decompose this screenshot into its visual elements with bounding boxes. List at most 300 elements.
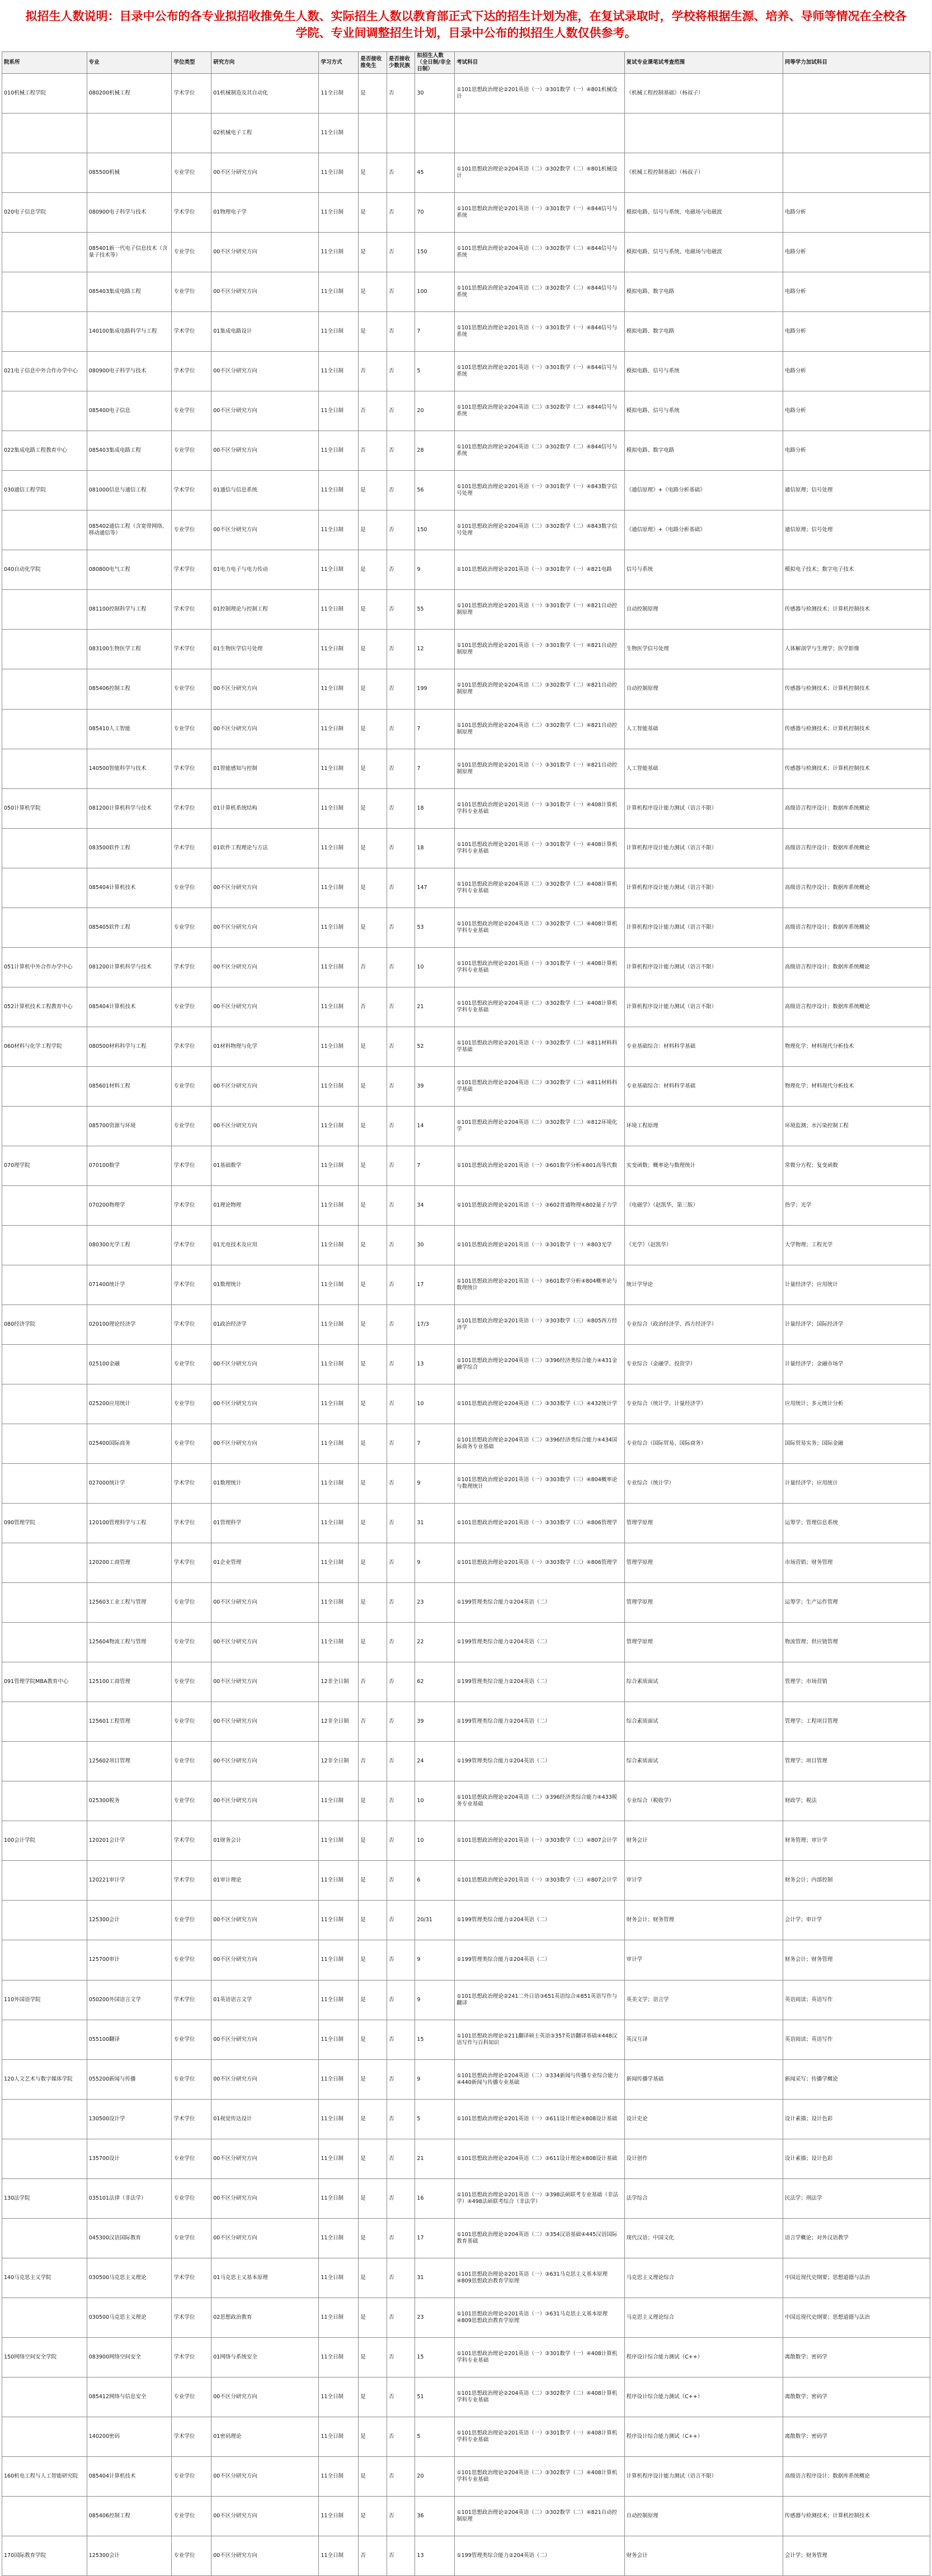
cell-type: 学术学位 — [172, 471, 211, 511]
table-row — [2, 1464, 930, 1504]
cell-mode: 11全日制 — [319, 1225, 359, 1265]
cell-type: 专业学位 — [172, 2059, 211, 2099]
cell-type: 专业学位 — [172, 2020, 211, 2059]
table-row — [2, 511, 930, 550]
cell-direction: 02机械电子工程 — [211, 114, 319, 153]
table-row — [2, 2536, 930, 2575]
cell-retest: 人工智能基础 — [624, 749, 783, 788]
cell-exam: ①101思想政治理论②204英语（二）③611设计理论④808设计基础 — [455, 2139, 624, 2178]
cell-retest: 管理学原理 — [624, 1543, 783, 1583]
cell-dept — [2, 1543, 87, 1583]
cell-major: 085405软件工程 — [87, 907, 172, 947]
cell-extra: 财务会计；财务管理 — [783, 1940, 930, 1980]
cell-extra — [783, 153, 930, 193]
cell-mode: 11全日制 — [319, 2417, 359, 2456]
cell-dept — [2, 2139, 87, 2178]
cell-extra: 传感器与检测技术；计算机控制技术 — [783, 669, 930, 709]
cell-extra: 运筹学；管理信息系统 — [783, 1504, 930, 1543]
cell-enroll-minority: 否 — [387, 630, 415, 669]
cell-type: 学术学位 — [172, 630, 211, 669]
cell-major: 050200外国语言文学 — [87, 1980, 172, 2020]
cell-mode: 11全日制 — [319, 2377, 359, 2417]
cell-exam: ①101思想政治理论②201英语（一）③301数学（一）④843数字信号处理 — [455, 471, 624, 511]
cell-major: 085404计算机技术 — [87, 868, 172, 907]
cell-direction: 00不区分研究方向 — [211, 272, 319, 312]
cell-retest: 程序设计综合能力测试（C++） — [624, 2417, 783, 2456]
cell-exam: ①101思想政治理论②241二外日语③651英语综合④851英语写作与翻译 — [455, 1980, 624, 2020]
cell-type: 学术学位 — [172, 1464, 211, 1504]
cell-type: 专业学位 — [172, 1424, 211, 1464]
cell-major: 081000信息与通信工程 — [87, 471, 172, 511]
cell-enroll-minority: 否 — [387, 1066, 415, 1106]
cell-enroll-recommended: 是 — [359, 2099, 387, 2139]
cell-major: 140500智能科学与技术 — [87, 749, 172, 788]
cell-enroll-minority: 否 — [387, 1304, 415, 1344]
cell-exam: ①199管理类综合能力②204英语（二） — [455, 2536, 624, 2575]
cell-exam: ①101思想政治理论②204英语（二）③302数学（二）④844信号与系统 — [455, 431, 624, 471]
table-row — [2, 1066, 930, 1106]
cell-enroll-recommended: 是 — [359, 1027, 387, 1066]
cell-enroll-minority: 否 — [387, 2337, 415, 2377]
cell-plan: 39 — [415, 1702, 455, 1742]
table-row — [2, 709, 930, 749]
cell-type: 专业学位 — [172, 709, 211, 749]
cell-enroll-minority: 否 — [387, 868, 415, 907]
cell-extra: 热学；光学 — [783, 1185, 930, 1225]
cell-enroll-recommended: 是 — [359, 669, 387, 709]
cell-retest: 管理学原理 — [624, 1623, 783, 1662]
cell-exam: ①101思想政治理论②201英语（一）③301数学（一）④821自动控制原理 — [455, 590, 624, 630]
cell-type: 学术学位 — [172, 1027, 211, 1066]
cell-mode: 11全日制 — [319, 1345, 359, 1384]
table-row — [2, 431, 930, 471]
cell-direction: 01企业管理 — [211, 1543, 319, 1583]
cell-exam: ①199管理类综合能力②204英语（二） — [455, 1662, 624, 1702]
cell-major: 085404计算机技术 — [87, 987, 172, 1027]
cell-direction: 01通信与信息系统 — [211, 471, 319, 511]
cell-mode: 11全日制 — [319, 1940, 359, 1980]
cell-extra: 离散数学；密码学 — [783, 2377, 930, 2417]
cell-enroll-recommended: 是 — [359, 1464, 387, 1504]
cell-type: 专业学位 — [172, 1901, 211, 1940]
cell-dept: 091管理学院MBA教育中心 — [2, 1662, 87, 1702]
cell-major: 085403集成电路工程 — [87, 272, 172, 312]
cell-major: 080900电子科学与技术 — [87, 352, 172, 391]
cell-enroll-minority: 否 — [387, 511, 415, 550]
cell-enroll-minority: 否 — [387, 947, 415, 987]
cell-exam: ①101思想政治理论②204英语（二）③302数学（二）④843数字信号处理 — [455, 511, 624, 550]
cell-mode: 11全日制 — [319, 669, 359, 709]
cell-enroll-minority: 否 — [387, 1345, 415, 1384]
cell-mode: 11全日制 — [319, 2536, 359, 2575]
cell-direction: 00不区分研究方向 — [211, 352, 319, 391]
cell-plan: 6 — [415, 1861, 455, 1901]
cell-enroll-recommended: 是 — [359, 511, 387, 550]
cell-type — [172, 114, 211, 153]
cell-type: 专业学位 — [172, 1583, 211, 1623]
cell-exam: ①199管理类综合能力②204英语（二） — [455, 1742, 624, 1781]
cell-enroll-minority: 否 — [387, 431, 415, 471]
cell-plan: 10 — [415, 1781, 455, 1821]
cell-mode: 11全日制 — [319, 2139, 359, 2178]
cell-exam: ①101思想政治理论②201英语（一）③301数学（一）④844信号与系统 — [455, 193, 624, 233]
cell-direction: 00不区分研究方向 — [211, 1702, 319, 1742]
cell-type: 学术学位 — [172, 749, 211, 788]
cell-enroll-recommended: 是 — [359, 1066, 387, 1106]
cell-plan: 51 — [415, 2377, 455, 2417]
cell-retest: 管理学原理 — [624, 1504, 783, 1543]
cell-dept — [2, 233, 87, 272]
cell-enroll-recommended: 是 — [359, 193, 387, 233]
cell-plan: 70 — [415, 193, 455, 233]
table-row — [2, 352, 930, 391]
cell-enroll-minority: 否 — [387, 1702, 415, 1742]
cell-type: 专业学位 — [172, 1106, 211, 1146]
cell-extra: 管理学；工程项目管理 — [783, 1702, 930, 1742]
cell-plan: 9 — [415, 1543, 455, 1583]
table-row — [2, 550, 930, 590]
cell-mode: 11全日制 — [319, 709, 359, 749]
cell-mode: 11全日制 — [319, 233, 359, 272]
cell-dept: 160机电工程与人工智能研究院 — [2, 2456, 87, 2496]
cell-retest: 自动控制原理 — [624, 669, 783, 709]
cell-enroll-recommended: 是 — [359, 1304, 387, 1344]
cell-direction: 00不区分研究方向 — [211, 2377, 319, 2417]
cell-dept — [2, 1185, 87, 1225]
cell-mode: 11全日制 — [319, 1623, 359, 1662]
cell-dept: 060材料与化学工程学院 — [2, 1027, 87, 1066]
cell-mode: 11全日制 — [319, 868, 359, 907]
cell-exam: ①101思想政治理论②204英语（二）③302数学（二）④812环境化学 — [455, 1106, 624, 1146]
cell-enroll-minority: 否 — [387, 2456, 415, 2496]
cell-direction: 01机械制造及其自动化 — [211, 74, 319, 114]
cell-enroll-minority: 否 — [387, 2020, 415, 2059]
cell-type: 专业学位 — [172, 2456, 211, 2496]
cell-major: 125602项目管理 — [87, 1742, 172, 1781]
cell-dept — [2, 1702, 87, 1742]
cell-direction: 00不区分研究方向 — [211, 709, 319, 749]
cell-type: 专业学位 — [172, 2496, 211, 2536]
cell-direction: 01智能感知与控制 — [211, 749, 319, 788]
cell-type: 专业学位 — [172, 2377, 211, 2417]
cell-mode: 11全日制 — [319, 153, 359, 193]
cell-enroll-minority: 否 — [387, 233, 415, 272]
cell-retest: 《机械工程控制基础》（杨叔子） — [624, 153, 783, 193]
cell-extra: 计量经济学；金融市场学 — [783, 1345, 930, 1384]
cell-extra: 电路分析 — [783, 431, 930, 471]
cell-mode: 11全日制 — [319, 1424, 359, 1464]
cell-exam: ①101思想政治理论②201英语（一）③301数学（一）④844信号与系统 — [455, 312, 624, 352]
cell-exam: ①101思想政治理论②201英语（一）③301数学（一）④408计算机学科专业基础 — [455, 2417, 624, 2456]
cell-direction: 00不区分研究方向 — [211, 2456, 319, 2496]
header-dept: 院系所 — [2, 52, 87, 74]
header-enroll-recommended: 是否接收推免生 — [359, 52, 387, 74]
cell-enroll-recommended: 是 — [359, 1504, 387, 1543]
cell-enroll-recommended — [359, 114, 387, 153]
cell-enroll-minority: 否 — [387, 2099, 415, 2139]
table-row — [2, 1225, 930, 1265]
cell-mode: 11全日制 — [319, 1106, 359, 1146]
cell-type: 专业学位 — [172, 233, 211, 272]
cell-exam: ①101思想政治理论②204英语（二）③396经济类综合能力④433税务专业基础 — [455, 1781, 624, 1821]
cell-dept — [2, 1742, 87, 1781]
cell-direction: 00不区分研究方向 — [211, 2218, 319, 2258]
cell-type: 专业学位 — [172, 431, 211, 471]
cell-exam: ①101思想政治理论②204英语（二）③302数学（二）④821自动控制原理 — [455, 709, 624, 749]
cell-major: 125300会计 — [87, 2536, 172, 2575]
cell-extra: 运筹学；生产运作管理 — [783, 1583, 930, 1623]
table-row — [2, 1702, 930, 1742]
cell-major: 071400统计学 — [87, 1265, 172, 1304]
header-plan: 拟招生人数（全日制/非全日制） — [415, 52, 455, 74]
cell-extra: 通信原理；信号处理 — [783, 471, 930, 511]
cell-enroll-minority: 否 — [387, 272, 415, 312]
cell-enroll-minority: 否 — [387, 987, 415, 1027]
cell-extra: 传感器与检测技术；计算机控制技术 — [783, 2496, 930, 2536]
cell-enroll-recommended: 是 — [359, 1106, 387, 1146]
cell-enroll-minority: 否 — [387, 352, 415, 391]
cell-enroll-minority: 否 — [387, 1980, 415, 2020]
cell-plan: 21 — [415, 987, 455, 1027]
cell-enroll-recommended: 是 — [359, 868, 387, 907]
cell-dept — [2, 114, 87, 153]
cell-retest: 专业综合（国际贸易、国际商务） — [624, 1424, 783, 1464]
cell-dept: 020电子信息学院 — [2, 193, 87, 233]
cell-direction: 00不区分研究方向 — [211, 987, 319, 1027]
cell-dept — [2, 1225, 87, 1265]
cell-retest: 马克思主义理论综合 — [624, 2298, 783, 2337]
cell-enroll-recommended: 是 — [359, 1821, 387, 1861]
cell-dept — [2, 630, 87, 669]
cell-enroll-recommended: 是 — [359, 1781, 387, 1821]
cell-retest: 马克思主义理论综合 — [624, 2258, 783, 2298]
cell-dept — [2, 590, 87, 630]
catalog-table — [2, 51, 930, 2576]
cell-exam: ①101思想政治理论②204英语（二）③302数学（二）④821自动控制原理 — [455, 669, 624, 709]
cell-major: 055200新闻与传播 — [87, 2059, 172, 2099]
cell-major: 081100控制科学与工程 — [87, 590, 172, 630]
cell-direction: 01财务会计 — [211, 1821, 319, 1861]
cell-enroll-recommended: 是 — [359, 2496, 387, 2536]
cell-mode: 11全日制 — [319, 1583, 359, 1623]
cell-type: 学术学位 — [172, 2298, 211, 2337]
cell-enroll-recommended: 是 — [359, 550, 387, 590]
cell-direction: 00不区分研究方向 — [211, 391, 319, 431]
cell-plan: 28 — [415, 431, 455, 471]
cell-mode: 11全日制 — [319, 2258, 359, 2298]
cell-retest: 财务会计；财务管理 — [624, 1901, 783, 1940]
cell-extra: 语言学概论；对外汉语教学 — [783, 2218, 930, 2258]
table-row — [2, 1345, 930, 1384]
cell-retest: 《机械工程控制基础》（杨叔子） — [624, 74, 783, 114]
cell-dept: 110外国语学院 — [2, 1980, 87, 2020]
cell-direction: 01物理电子学 — [211, 193, 319, 233]
cell-plan: 9 — [415, 1464, 455, 1504]
table-row — [2, 1504, 930, 1543]
cell-enroll-recommended: 否 — [359, 1662, 387, 1702]
cell-extra: 市场营销；财务管理 — [783, 1543, 930, 1583]
cell-plan: 20 — [415, 391, 455, 431]
cell-extra: 高级语言程序设计；数据库系统概论 — [783, 788, 930, 828]
cell-type: 学术学位 — [172, 1146, 211, 1185]
cell-enroll-minority: 否 — [387, 709, 415, 749]
cell-mode: 11全日制 — [319, 1821, 359, 1861]
cell-mode: 12非全日制 — [319, 1662, 359, 1702]
header-exam: 考试科目 — [455, 52, 624, 74]
cell-type: 学术学位 — [172, 352, 211, 391]
cell-dept — [2, 2099, 87, 2139]
cell-retest: 财务会计 — [624, 2536, 783, 2575]
cell-major: 025400国际商务 — [87, 1424, 172, 1464]
cell-dept — [2, 1106, 87, 1146]
cell-dept: 150网络空间安全学院 — [2, 2337, 87, 2377]
header-major: 专业 — [87, 52, 172, 74]
cell-type: 专业学位 — [172, 987, 211, 1027]
cell-mode: 11全日制 — [319, 2020, 359, 2059]
cell-retest: 模拟电路、信号与系统、电磁场与电磁波 — [624, 233, 783, 272]
cell-retest: 综合素质面试 — [624, 1662, 783, 1702]
cell-mode: 11全日制 — [319, 471, 359, 511]
cell-exam: ①101思想政治理论②201英语（一）③611设计理论④808设计基础 — [455, 2099, 624, 2139]
cell-type: 专业学位 — [172, 2178, 211, 2218]
cell-extra: 电路分析 — [783, 272, 930, 312]
cell-type: 学术学位 — [172, 1185, 211, 1225]
cell-mode: 11全日制 — [319, 431, 359, 471]
cell-exam: ①101思想政治理论②201英语（一）③303数学（三）④807会计学 — [455, 1861, 624, 1901]
cell-type: 专业学位 — [172, 511, 211, 550]
cell-mode: 11全日制 — [319, 590, 359, 630]
cell-major: 085500机械 — [87, 153, 172, 193]
cell-dept — [2, 749, 87, 788]
cell-exam: ①101思想政治理论②201英语（一）③303数学（三）④804概率论与数理统计 — [455, 1464, 624, 1504]
cell-type: 学术学位 — [172, 788, 211, 828]
table-row — [2, 2298, 930, 2337]
cell-enroll-minority: 否 — [387, 2377, 415, 2417]
cell-mode: 11全日制 — [319, 1861, 359, 1901]
cell-direction: 00不区分研究方向 — [211, 1901, 319, 1940]
cell-plan: 150 — [415, 511, 455, 550]
cell-plan: 7 — [415, 1146, 455, 1185]
cell-direction: 00不区分研究方向 — [211, 153, 319, 193]
cell-plan: 52 — [415, 1027, 455, 1066]
cell-retest — [624, 114, 783, 153]
cell-retest: 模拟电路、信号与系统 — [624, 352, 783, 391]
cell-dept — [2, 511, 87, 550]
cell-enroll-recommended: 是 — [359, 471, 387, 511]
cell-enroll-recommended: 否 — [359, 2536, 387, 2575]
cell-major: 045300汉语国际教育 — [87, 2218, 172, 2258]
cell-exam: ①101思想政治理论②201英语（一）③303数学（三）④805西方经济学 — [455, 1304, 624, 1344]
cell-mode: 11全日制 — [319, 74, 359, 114]
cell-direction: 01光电技术及应用 — [211, 1225, 319, 1265]
cell-mode: 11全日制 — [319, 630, 359, 669]
cell-extra: 电路分析 — [783, 312, 930, 352]
cell-mode: 11全日制 — [319, 352, 359, 391]
cell-direction: 00不区分研究方向 — [211, 233, 319, 272]
cell-type: 专业学位 — [172, 153, 211, 193]
cell-major: 083900网络空间安全 — [87, 2337, 172, 2377]
cell-enroll-recommended: 是 — [359, 709, 387, 749]
cell-mode: 11全日制 — [319, 550, 359, 590]
cell-direction: 01马克思主义基本原理 — [211, 2258, 319, 2298]
cell-major: 130500设计学 — [87, 2099, 172, 2139]
cell-enroll-minority: 否 — [387, 153, 415, 193]
table-row — [2, 788, 930, 828]
cell-dept: 130法学院 — [2, 2178, 87, 2218]
cell-major: 125300会计 — [87, 1901, 172, 1940]
table-row — [2, 2496, 930, 2536]
cell-enroll-minority — [387, 114, 415, 153]
cell-exam: ①101思想政治理论②211翻译硕士英语③357英语翻译基础④448汉语写作与百科知识 — [455, 2020, 624, 2059]
cell-exam: ①101思想政治理论②201英语（一）③301数学（一）④844信号与系统 — [455, 352, 624, 391]
cell-dept: 080经济学院 — [2, 1304, 87, 1344]
cell-extra: 中国近现代史纲要；思想道德与法治 — [783, 2258, 930, 2298]
cell-type: 专业学位 — [172, 1940, 211, 1980]
table-row — [2, 1901, 930, 1940]
cell-direction: 00不区分研究方向 — [211, 2178, 319, 2218]
cell-major: 070100数学 — [87, 1146, 172, 1185]
cell-dept: 051计算机中外合作办学中心 — [2, 947, 87, 987]
cell-exam: ①101思想政治理论②201英语（一）③301数学（一）④821自动控制原理 — [455, 630, 624, 669]
cell-enroll-minority: 否 — [387, 1504, 415, 1543]
cell-plan: 7 — [415, 749, 455, 788]
cell-mode: 11全日制 — [319, 947, 359, 987]
table-row — [2, 987, 930, 1027]
cell-major: 080500材料科学与工程 — [87, 1027, 172, 1066]
cell-plan: 199 — [415, 669, 455, 709]
cell-extra: 会计学；审计学 — [783, 1901, 930, 1940]
cell-extra: 计量经济学；国际经济学 — [783, 1304, 930, 1344]
table-row — [2, 630, 930, 669]
cell-enroll-minority: 否 — [387, 907, 415, 947]
cell-extra: 高级语言程序设计；数据库系统概论 — [783, 868, 930, 907]
cell-enroll-minority: 否 — [387, 2059, 415, 2099]
cell-enroll-minority: 否 — [387, 1623, 415, 1662]
cell-enroll-minority: 否 — [387, 1185, 415, 1225]
cell-enroll-recommended: 否 — [359, 987, 387, 1027]
cell-retest: 专业基础综合：材料科学基础 — [624, 1027, 783, 1066]
cell-major: 085404计算机技术 — [87, 2456, 172, 2496]
cell-plan: 7 — [415, 1424, 455, 1464]
cell-enroll-minority: 否 — [387, 2536, 415, 2575]
cell-plan: 30 — [415, 1225, 455, 1265]
cell-type: 专业学位 — [172, 1384, 211, 1424]
cell-enroll-minority: 否 — [387, 1225, 415, 1265]
table-row — [2, 1027, 930, 1066]
cell-extra: 电路分析 — [783, 193, 930, 233]
cell-dept — [2, 1384, 87, 1424]
cell-extra: 设计素描；设计色彩 — [783, 2139, 930, 2178]
enrollment-notice: 拟招生人数说明：目录中公布的各专业拟招收推免生人数、实际招生人数以教育部正式下达的招生计划为准，在复试录取时，学校将根据生源、培养、导师等情况在全校各学院、专业间调整招生计划，目录中公布的拟招生人数仅供参考。 — [25, 10, 907, 40]
cell-exam: ①199管理类综合能力②204英语（二） — [455, 1623, 624, 1662]
cell-dept — [2, 1623, 87, 1662]
cell-enroll-recommended: 是 — [359, 2337, 387, 2377]
cell-enroll-recommended: 是 — [359, 1583, 387, 1623]
cell-extra — [783, 114, 930, 153]
cell-enroll-minority: 否 — [387, 2417, 415, 2456]
header-extra: 同等学力加试科目 — [783, 52, 930, 74]
table-row — [2, 2099, 930, 2139]
cell-mode: 11全日制 — [319, 2298, 359, 2337]
cell-retest: 计算机程序设计能力测试（语言不限） — [624, 828, 783, 868]
cell-retest: 综合素质面试 — [624, 1742, 783, 1781]
cell-major — [87, 114, 172, 153]
cell-direction: 00不区分研究方向 — [211, 1066, 319, 1106]
cell-major: 030500马克思主义理论 — [87, 2298, 172, 2337]
cell-enroll-recommended: 是 — [359, 749, 387, 788]
cell-type: 专业学位 — [172, 391, 211, 431]
cell-plan: 10 — [415, 1384, 455, 1424]
